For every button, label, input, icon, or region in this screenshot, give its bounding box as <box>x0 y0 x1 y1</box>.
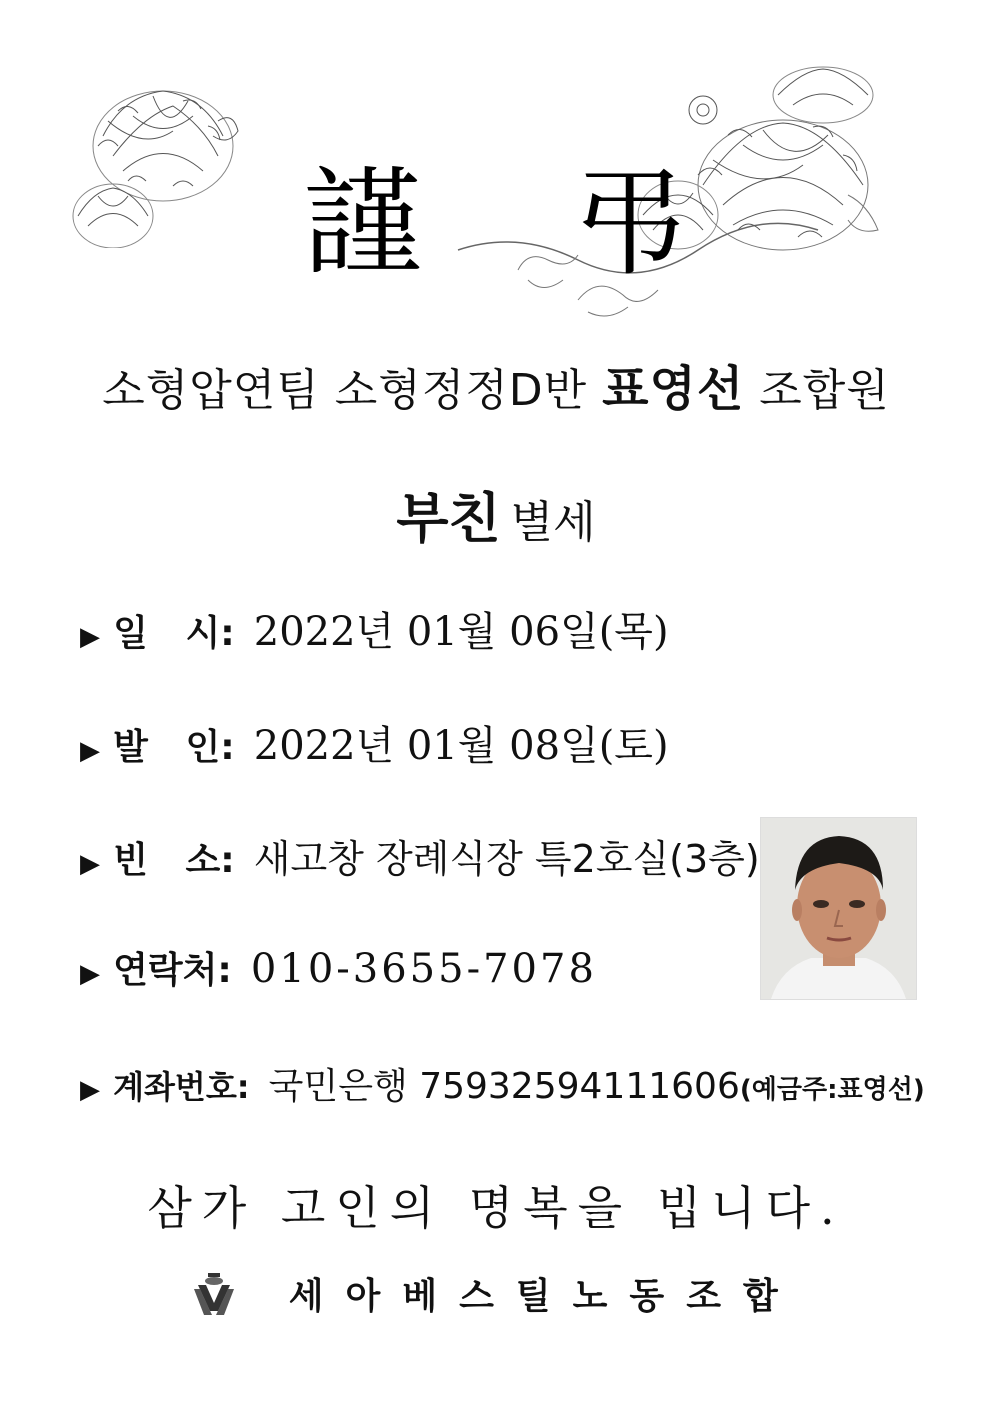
detail-value: 2022년 01월 08일(토) <box>253 723 669 769</box>
relation-main: 부친 <box>396 487 501 550</box>
detail-row-date <box>80 600 669 657</box>
bullet-icon: ▶ <box>80 736 100 766</box>
detail-label: 계좌번호: <box>113 1068 250 1106</box>
heading-suffix: 조합원 <box>759 365 890 416</box>
title-char-2: 弔 <box>571 154 690 292</box>
detail-value: 새고창 장례식장 특2호실(3층) <box>253 837 760 881</box>
detail-value: 010-3655-7078 <box>250 946 597 992</box>
closing-message: 삼가 고인의 명복을 빕니다. <box>147 1181 845 1235</box>
title-char-1: 謹 <box>302 154 421 292</box>
bullet-icon: ▶ <box>80 1075 100 1105</box>
detail-label: 일 시: <box>113 613 235 654</box>
union-name: 세아베스틸노동조합 <box>288 1276 800 1317</box>
detail-row-place <box>80 828 760 883</box>
member-photo <box>760 817 917 1000</box>
bullet-icon: ▶ <box>80 622 100 652</box>
detail-label: 연락처: <box>113 950 232 991</box>
union-signature <box>0 1268 992 1319</box>
member-heading <box>0 350 992 419</box>
bullet-icon: ▶ <box>80 959 100 989</box>
detail-row-account <box>80 1058 925 1109</box>
bullet-icon: ▶ <box>80 849 100 879</box>
detail-row-funeral <box>80 714 669 771</box>
heading-prefix: 소형압연팀 소형정정D반 <box>102 365 588 416</box>
member-name: 표영선 <box>602 361 745 417</box>
detail-row-contact <box>80 942 597 993</box>
account-holder-note: (예금주:표영선) <box>739 1075 925 1105</box>
relation-sub: 별세 <box>510 497 596 548</box>
bereavement-line <box>0 476 992 553</box>
detail-label: 발 인: <box>113 727 235 768</box>
detail-label: 빈 소: <box>113 840 235 881</box>
hands-holding-icon <box>192 1271 236 1317</box>
detail-value: 2022년 01월 06일(목) <box>253 609 669 655</box>
detail-value: 국민은행 75932594111606 <box>268 1066 740 1107</box>
condolence-title <box>0 128 992 298</box>
